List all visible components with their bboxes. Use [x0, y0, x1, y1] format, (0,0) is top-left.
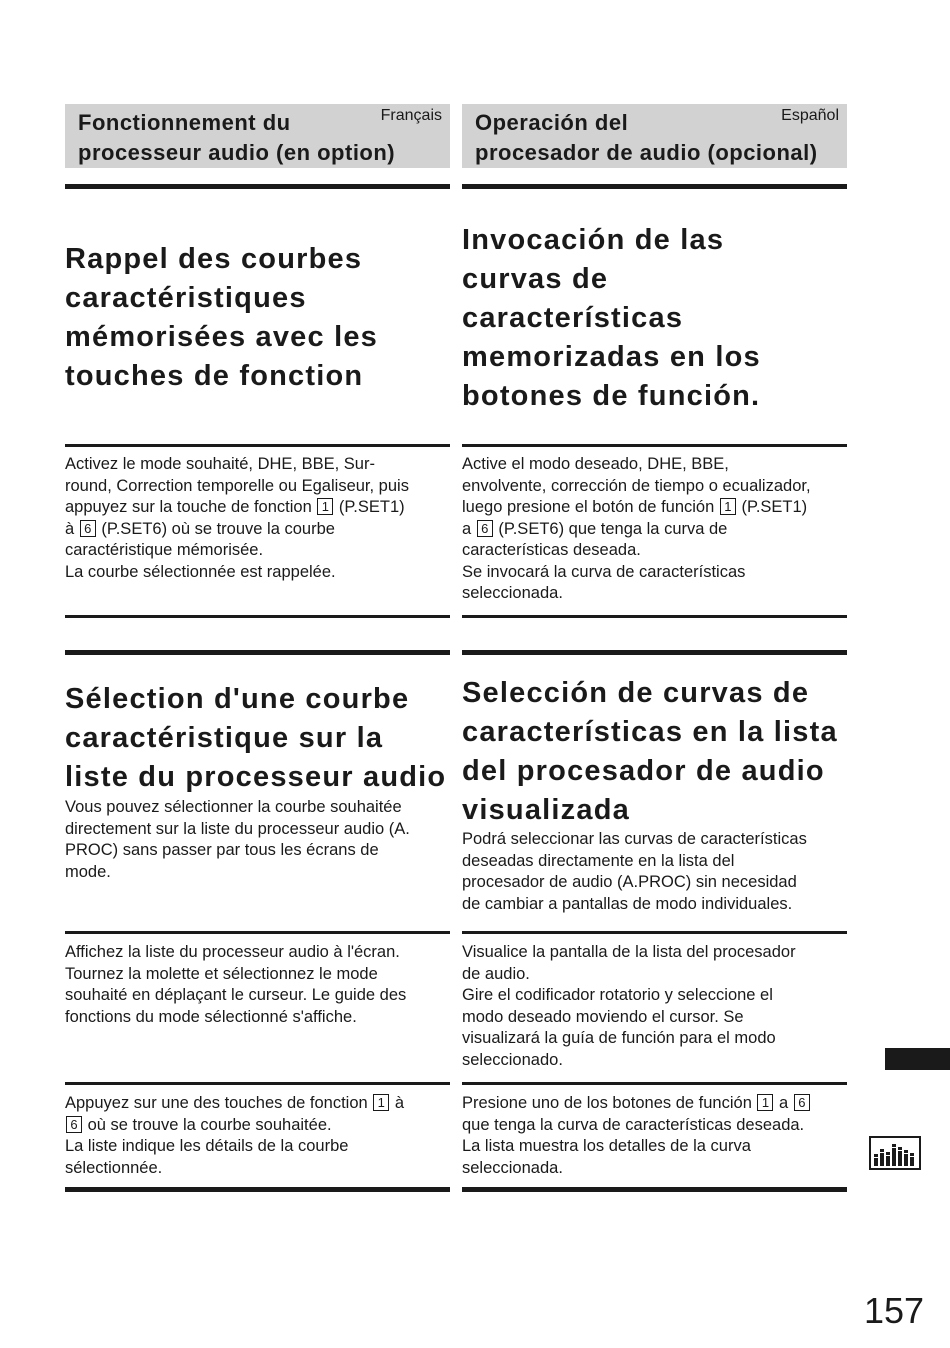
fr-para-display: Affichez la liste du processeur audio à l'écran. Tournez la molette et sélectionnez le mode souhaité en déplaçant le curseur. Le guide des fonctions du mode sélectionné s'affiche.: [65, 943, 407, 1026]
key-6-icon: 6: [477, 520, 493, 537]
fr-header-box: [65, 104, 450, 168]
es-header-rule: [462, 184, 847, 189]
es-rule-3: [462, 650, 847, 655]
fr-intro-select: Vous pouvez sélectionner la courbe souhaitée directement sur la liste du processeur audio (A. PROC) sans passer par tous les écrans de mode.: [65, 798, 410, 881]
key-1-icon: 1: [317, 498, 333, 515]
fr-language-label: Français: [380, 107, 442, 124]
key-6-icon: 6: [794, 1094, 810, 1111]
es-para-display: Visualice la pantalla de la lista del procesador de audio. Gire el codificador rotatorio y seleccione el modo deseado moviendo el cursor. Se visualizará la guía de función para el modo seleccionado.: [462, 943, 796, 1069]
key-1-icon: 1: [373, 1094, 389, 1111]
equalizer-icon: [869, 1136, 921, 1170]
es-para-press: Presione uno de los botones de función 1 a 6 que tenga la curva de características deseada. La lista muestra los detalles de la curva seleccionada.: [462, 1093, 847, 1179]
es-para-recall: Active el modo deseado, DHE, BBE, envolvente, corrección de tiempo o ecualizador, luego presione el botón de función 1 (P.SET1) a 6 (P.SET6) que tenga la curva de características deseada. Se invocará la curva de características seleccionada.: [462, 455, 811, 602]
fr-para-press: Appuyez sur une des touches de fonction 1 à 6 où se trouve la courbe souhaitée. La liste indique les détails de la courbe sélectionnée.: [65, 1094, 405, 1177]
fr-rule-2: [65, 615, 450, 618]
section-tab: [885, 1048, 950, 1070]
fr-rule-5: [65, 1082, 450, 1085]
fr-rule-6: [65, 1187, 450, 1192]
es-rule-1: [462, 444, 847, 447]
es-language-label: Español: [781, 107, 839, 124]
es-intro-select: Podrá seleccionar las curvas de características deseadas directamente en la lista del procesador de audio (A.PROC) sin necesidad de cambiar a pantallas de modo individuales.: [462, 830, 807, 913]
es-title-select: Selección de curvas de características en la lista del procesador de audio visualizada: [462, 677, 838, 826]
fr-rule-3: [65, 650, 450, 655]
es-rule-4: [462, 931, 847, 934]
equalizer-bars: [871, 1138, 919, 1168]
es-rule-5: [462, 1082, 847, 1085]
es-rule-6: [462, 1187, 847, 1192]
fr-rule-4: [65, 931, 450, 934]
es-title-recall: Invocación de las curvas de características memorizadas en los botones de función.: [462, 224, 761, 412]
fr-para-recall: Activez le mode souhaité, DHE, BBE, Sur- round, Correction temporelle ou Egaliseur, puis appuyez sur la touche de fonction 1 (P.SET1) à 6 (P.SET6) où se trouve la courbe caractéristique mémorisée. La courbe sélectionnée est rappelée.: [65, 455, 409, 581]
fr-title-recall: Rappel des courbes caractéristiques mémorisées avec les touches de fonction: [65, 243, 379, 392]
page-number: 157: [864, 1290, 925, 1331]
key-6-icon: 6: [80, 520, 96, 537]
key-1-icon: 1: [757, 1094, 773, 1111]
key-6-icon: 6: [66, 1116, 82, 1133]
key-1-icon: 1: [720, 498, 736, 515]
es-header-title: Operación del procesador de audio (opcional): [475, 110, 818, 165]
fr-header-title: Fonctionnement du processeur audio (en option): [78, 110, 396, 165]
fr-title-select: Sélection d'une courbe caractéristique sur la liste du processeur audio: [65, 683, 447, 793]
es-rule-2: [462, 615, 847, 618]
fr-header-rule: [65, 184, 450, 189]
fr-rule-1: [65, 444, 450, 447]
es-header-box: [462, 104, 847, 168]
